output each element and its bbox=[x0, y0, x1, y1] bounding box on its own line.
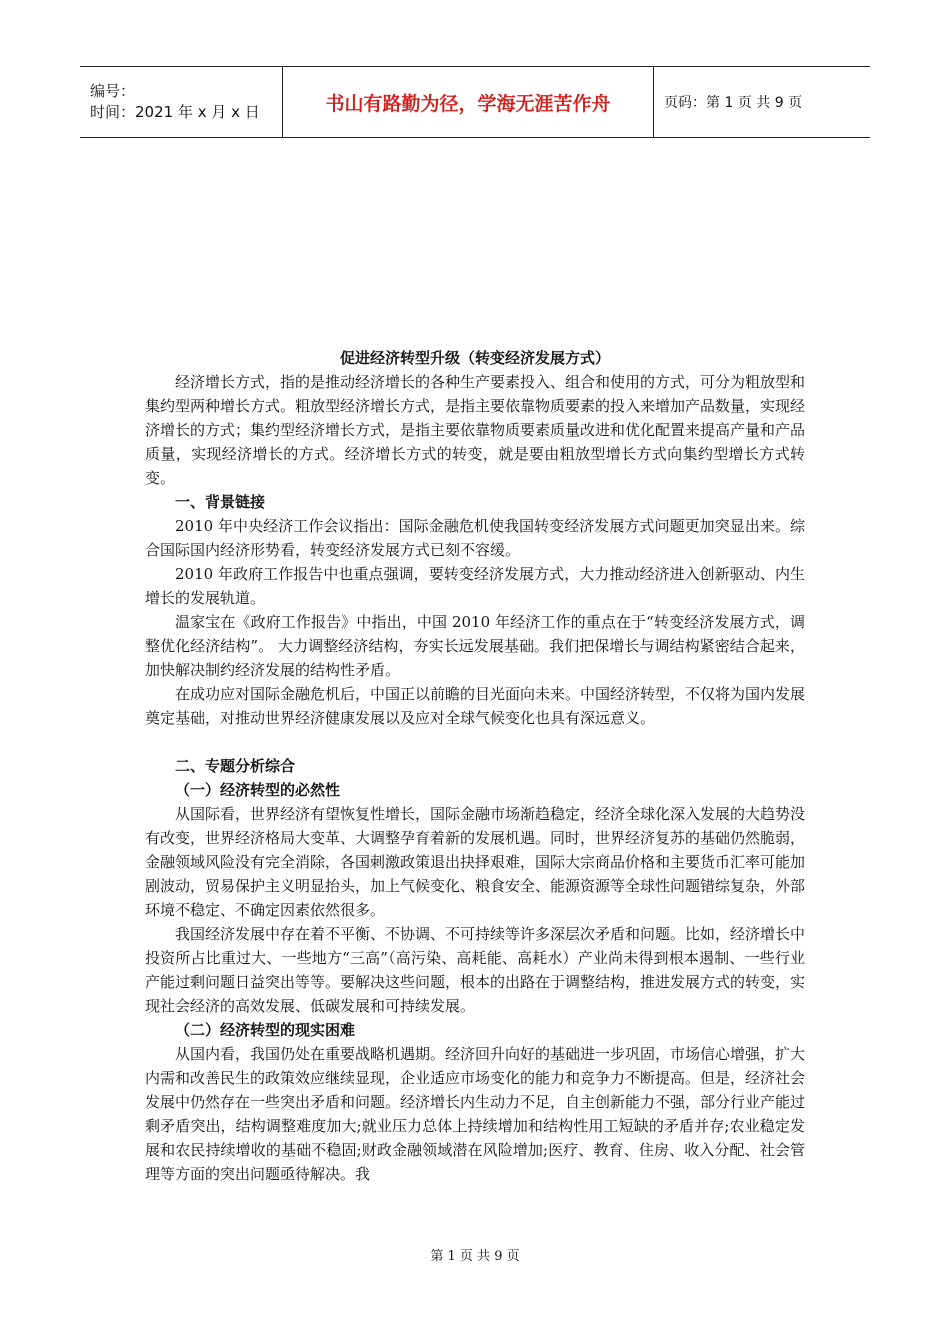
paragraph: 我国经济发展中存在着不平衡、不协调、不可持续等许多深层次矛盾和问题。比如，经济增长中投资所占比重过大、一些地方“三高”（高污染、高耗能、高耗水）产业尚未得到根本遏制、一些行业产能过剩问题日益突出等等。要解决这些问题，根本的出路在于调整结构，推进发展方式的转变，实现社会经济的高效发展、低碳发展和可持续发展。 bbox=[145, 925, 806, 1015]
document-body bbox=[145, 346, 805, 1186]
page-number-label: 页码：第 1 页 共 9 页 bbox=[664, 95, 803, 111]
page-footer: 第 1 页 共 9 页 bbox=[430, 1249, 520, 1264]
doc-time-label: 时间：2021 年 x 月 x 日 bbox=[90, 103, 260, 121]
header-meta bbox=[80, 67, 283, 137]
subsection-heading-difficulty: （二）经济转型的现实困难 bbox=[175, 1021, 356, 1039]
header-motto bbox=[283, 67, 654, 137]
intro-paragraph: 经济增长方式，指的是推动经济增长的各种生产要素投入、组合和使用的方式，可分为粗放型和集约型两种增长方式。粗放型经济增长方式，是指主要依靠物质要素的投入来增加产品数量，实现经济增长的方式；集约型经济增长方式，是指主要依靠物质要素质量改进和优化配置来提高产量和产品质量，实现经济增长的方式。经济增长方式的转变，就是要由粗放型增长方式向集约型增长方式转变。 bbox=[145, 373, 806, 487]
section-heading-analysis: 二、专题分析综合 bbox=[175, 757, 296, 775]
paragraph: 在成功应对国际金融危机后，中国正以前瞻的目光面向未来。中国经济转型，不仅将为国内发展奠定基础，对推动世界经济健康发展以及应对全球气候变化也具有深远意义。 bbox=[145, 685, 806, 727]
page-header bbox=[80, 66, 870, 138]
document-title: 促进经济转型升级（转变经济发展方式） bbox=[339, 349, 610, 367]
paragraph: 从国内看，我国仍处在重要战略机遇期。经济回升向好的基础进一步巩固，市场信心增强，扩大内需和改善民生的政策效应继续显现，企业适应市场变化的能力和竞争力不断提高。但是，经济社会发展中仍然存在一些突出矛盾和问题。经济增长内生动力不足，自主创新能力不强，部分行业产能过剩矛盾突出，结构调整难度加大;就业压力总体上持续增加和结构性用工短缺的矛盾并存;农业稳定发展和农民持续增收的基础不稳固;财政金融领域潜在风险增加;医疗、教育、住房、收入分配、社会管理等方面的突出问题亟待解决。我 bbox=[145, 1045, 806, 1183]
subsection-heading-necessity: （一）经济转型的必然性 bbox=[175, 781, 341, 799]
spacer bbox=[145, 730, 805, 754]
paragraph: 温家宝在《政府工作报告》中指出，中国 2010 年经济工作的重点在于“转变经济发展方式，调整优化经济结构”。 大力调整经济结构，夯实长远发展基础。我们把保增长与调结构紧密结合起来，加快解决制约经济发展的结构性矛盾。 bbox=[145, 613, 805, 679]
paragraph: 从国际看，世界经济有望恢复性增长，国际金融市场渐趋稳定，经济全球化深入发展的大趋势没有改变，世界经济格局大变革、大调整孕育着新的发展机遇。同时，世界经济复苏的基础仍然脆弱，金融领域风险没有完全消除，各国刺激政策退出抉择艰难，国际大宗商品价格和主要货币汇率可能加剧波动，贸易保护主义明显抬头，加上气候变化、粮食安全、能源资源等全球性问题错综复杂，外部环境不稳定、不确定因素依然很多。 bbox=[145, 805, 806, 919]
paragraph: 2010 年中央经济工作会议指出：国际金融危机使我国转变经济发展方式问题更加突显出来。综合国际国内经济形势看，转变经济发展方式已刻不容缓。 bbox=[145, 517, 805, 559]
header-page bbox=[654, 67, 870, 137]
doc-number-label: 编号： bbox=[90, 82, 136, 100]
paragraph: 2010 年政府工作报告中也重点强调，要转变经济发展方式，大力推动经济进入创新驱动、内生增长的发展轨道。 bbox=[145, 565, 805, 607]
motto-text: 书山有路勤为径，学海无涯苦作舟 bbox=[325, 92, 611, 115]
section-heading-background: 一、背景链接 bbox=[175, 493, 266, 511]
